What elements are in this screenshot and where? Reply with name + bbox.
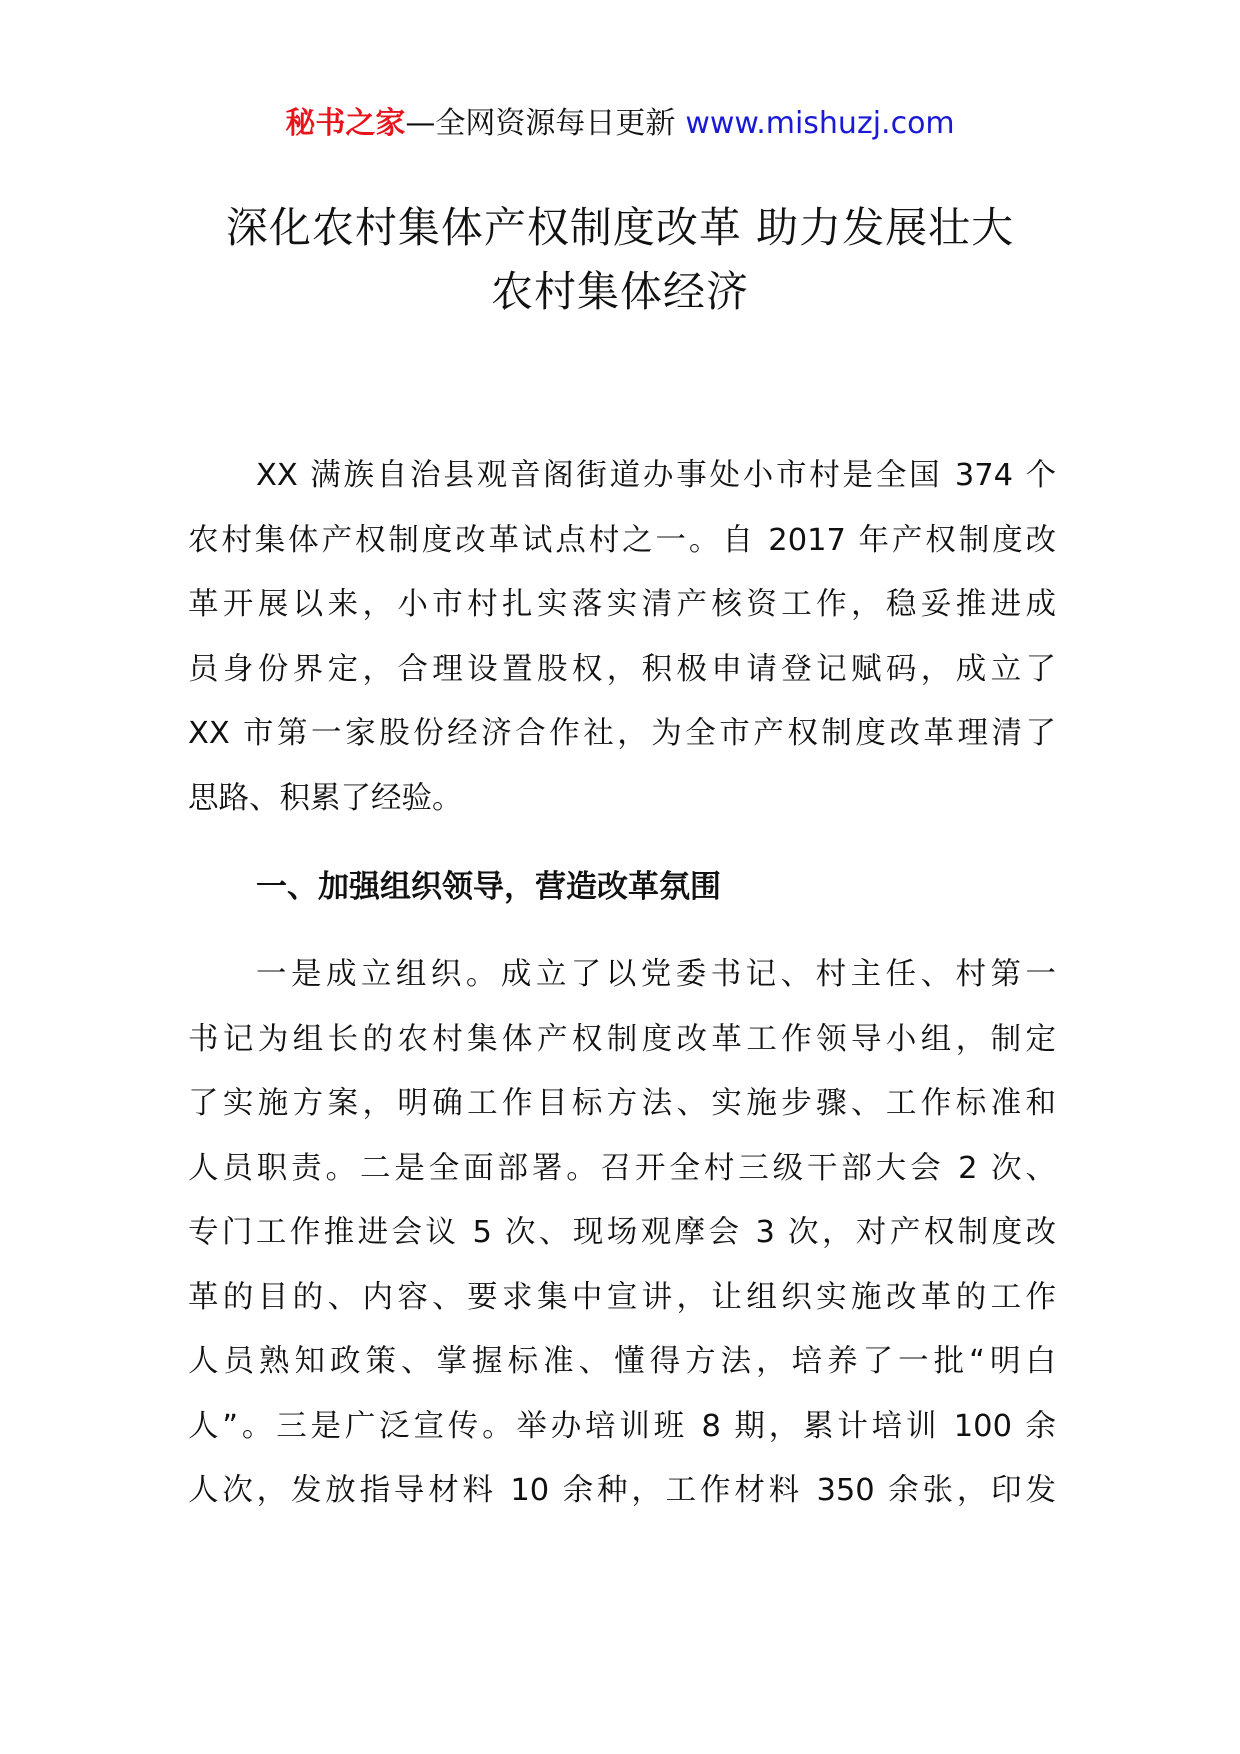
paragraph-intro bbox=[188, 444, 1056, 831]
paragraph-line: XX 市第一家股份经济合作社，为全市产权制度改革理清了 bbox=[188, 716, 1056, 751]
site-tagline: —全网资源每日更新 bbox=[405, 106, 676, 141]
paragraph-line: 专门工作推进会议 5 次、现场观摩会 3 次，对产权制度改 bbox=[188, 1215, 1056, 1250]
paragraph-line: 革的目的、内容、要求集中宣讲，让组织实施改革的工作 bbox=[188, 1279, 1056, 1315]
paragraph-line: 思路、积累了经验。 bbox=[188, 780, 463, 816]
paragraph-line: 人”。三是广泛宣传。举办培训班 8 期，累计培训 100 余 bbox=[188, 1408, 1056, 1444]
paragraph-line: 农村集体产权制度改革试点村之一。自 2017 年产权制度改 bbox=[188, 522, 1056, 558]
paragraph-line: 一是成立组织。成立了以党委书记、村主任、村第一 bbox=[256, 957, 1056, 992]
paragraph-line: 人次，发放指导材料 10 余种，工作材料 350 余张，印发 bbox=[188, 1473, 1056, 1508]
paragraph-line: 了实施方案，明确工作目标方法、实施步骤、工作标准和 bbox=[188, 1086, 1056, 1121]
site-url-link[interactable]: www.mishuzj.com bbox=[685, 106, 955, 141]
document-title bbox=[190, 196, 1050, 324]
paragraph-line: 人员熟知政策、掌握标准、懂得方法，培养了一批“明白 bbox=[188, 1344, 1056, 1379]
paragraph-line: 书记为组长的农村集体产权制度改革工作领导小组，制定 bbox=[188, 1021, 1056, 1057]
paragraph-line: 革开展以来，小市村扎实落实清产核资工作，稳妥推进成 bbox=[188, 587, 1056, 622]
site-brand: 秘书之家 bbox=[285, 106, 406, 141]
paragraph-line: 员身份界定，合理设置股权，积极申请登记赋码，成立了 bbox=[188, 651, 1056, 687]
title-line-1: 深化农村集体产权制度改革 助力发展壮大 bbox=[225, 203, 1015, 252]
section-heading-1: 一、加强组织领导，营造改革氛围 bbox=[256, 869, 721, 905]
site-header bbox=[0, 102, 1240, 146]
paragraph-line: XX 满族自治县观音阁街道办事处小市村是全国 374 个 bbox=[256, 458, 1056, 493]
title-line-2: 农村集体经济 bbox=[490, 267, 749, 316]
paragraph-line: 人员职责。二是全面部署。召开全村三级干部大会 2 次、 bbox=[188, 1150, 1056, 1186]
paragraph-section-1 bbox=[188, 943, 1056, 1524]
